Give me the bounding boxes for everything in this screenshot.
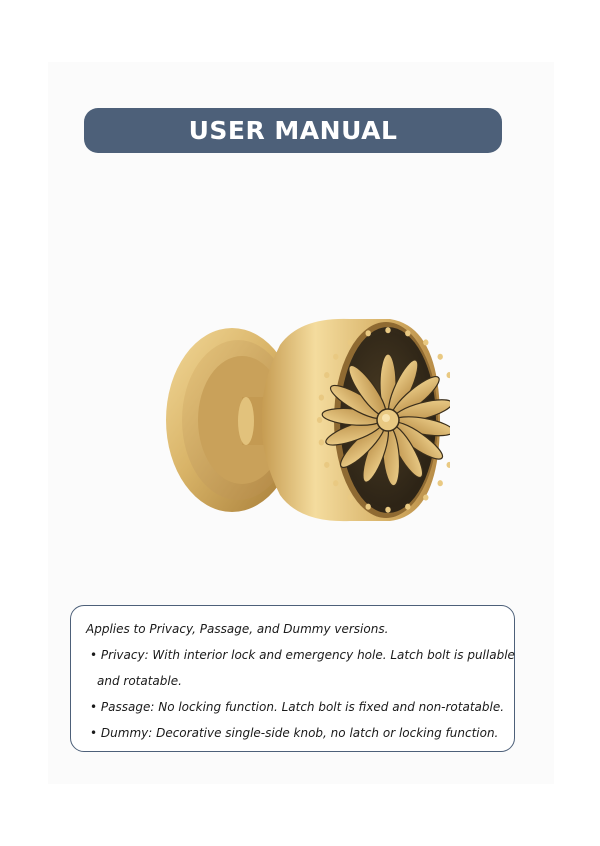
list-item-dummy xyxy=(90,726,498,740)
list-item-privacy xyxy=(90,648,515,662)
page-title: USER MANUAL xyxy=(188,116,398,145)
door-knob-image xyxy=(150,305,450,535)
bullet: • xyxy=(90,726,98,740)
list-item-text: Passage: No locking function. Latch bolt is fixed and non-rotatable. xyxy=(100,700,505,714)
list-item-text: Dummy: Decorative single-side knob, no latch or locking function. xyxy=(100,726,499,740)
list-item-passage xyxy=(90,700,504,714)
list-item-privacy-continued: and rotatable. xyxy=(97,674,182,688)
list-item-text: Privacy: With interior lock and emergency hole. Latch bolt is pullable xyxy=(100,648,515,662)
title-banner xyxy=(84,108,502,153)
bullet: • xyxy=(90,700,98,714)
bullet: • xyxy=(90,648,98,662)
info-intro: Applies to Privacy, Passage, and Dummy versions. xyxy=(86,622,389,636)
